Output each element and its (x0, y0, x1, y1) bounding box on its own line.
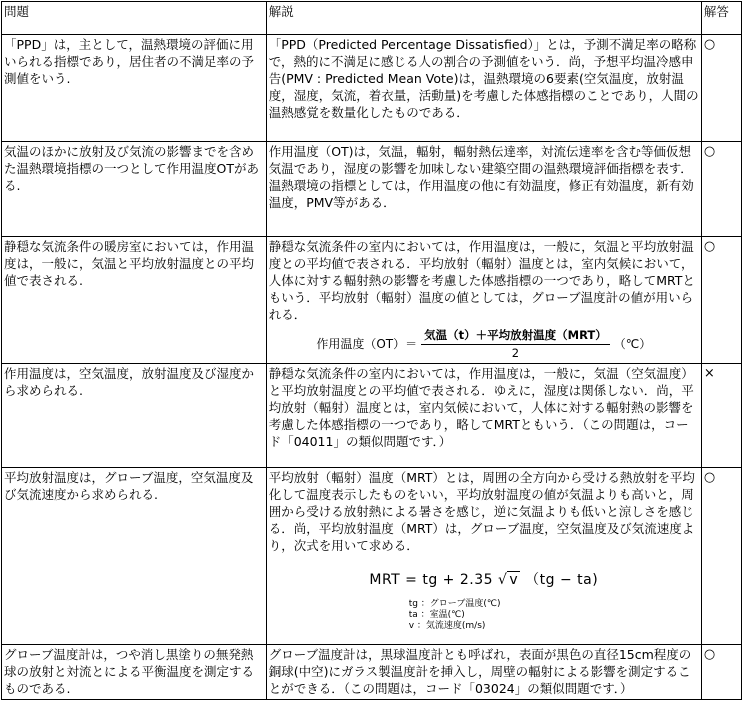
legend-item: v ：気流速度(m/s) (408, 621, 486, 631)
table-row (2, 142, 742, 237)
explanation-cell (266, 237, 701, 364)
question-cell: 作用温度は，空気温度，放射温度及び湿度から求められる. (2, 364, 267, 468)
qa-table (1, 1, 742, 700)
table-row (2, 468, 742, 645)
formula-denominator: 2 (511, 346, 520, 360)
answer-cell: × (701, 364, 741, 468)
explanation-cell: 作用温度（OT)は，気温，輻射，輻射熱伝達率，対流伝達率を含む等価仮想気温であり，湿度の影響を加味しない建築空間の温熱環境評価指標を表す．温熱環境の指標としては，作用温度の他に有効温度，修正有効温度，新有効温度，PMV等がある． (266, 142, 701, 237)
explanation-text: 静穏な気流条件の室内においては，作用温度は，一般に，気温と平均放射温度との平均値で表される．平均放射（輻射）温度とは，室内気候において，人体に対する輻射熱の影響を考慮した体感指標の一つであり，略してMRTともいう．平均放射（輻射）温度の値としては，グローブ温度計の値が用いられる． (268, 239, 695, 322)
explanation-cell: 静穏な気流条件の室内においては，作用温度は，一般に，気温（空気温度）と平均放射温度との平均値で表される．ゆえに，湿度は関係しない．尚，平均放射（輻射）温度とは，室内気候において，人体に対する輻射熱の影響を考慮した体感指標の一つであり，略してMRTともいう．（この問題は，コード「04011」の類似問題です．） (266, 364, 701, 468)
legend-item: ta ：室温(℃) (408, 610, 465, 620)
formula-part-b: （tg − ta) (525, 572, 599, 588)
sqrt-icon: √ (497, 572, 508, 588)
header-question: 問題 (2, 2, 267, 35)
table-row (2, 237, 742, 364)
legend-item: tg ：グローブ温度(℃) (408, 599, 501, 609)
question-cell: 「PPD」は，主として，温熱環境の評価に用いられる指標であり，居住者の不満足率の予測値をいう. (2, 35, 267, 142)
explanation-cell: 「PPD（Predicted Percentage Dissatisfied）」とは，予測不満足率の略称で，熱的に不満足に感じる人の割合の予測値をいう．尚，予想平均温冷感申告(PMV : Predicted Mean Vote)は，温熱環境の6要素(空気温度，放射温度，湿度，気流，着衣量，活動量)を考慮した体感指標のことであり，人間の温熱感覚を数量化したものである． (266, 35, 701, 142)
formula-fraction (421, 327, 610, 362)
answer-cell: ○ (701, 645, 741, 700)
mrt-formula (269, 572, 699, 589)
formula-unit: （℃） (613, 337, 652, 351)
header-answer: 解答 (701, 2, 741, 35)
question-cell: グローブ温度計は，つや消し黒塗りの無発熱球の放射と対流とによる平衡温度を測定するものである. (2, 645, 267, 700)
table-row (2, 35, 742, 142)
table-row (2, 364, 742, 468)
formula-part-a: MRT = tg + 2.35 (369, 572, 494, 588)
operative-temperature-formula (269, 327, 699, 362)
answer-cell: ○ (701, 468, 741, 645)
explanation-cell: グローブ温度計は，黒球温度計とも呼ばれ，表面が黒色の直径15cm程度の銅球(中空)にガラス製温度計を挿入し，周壁の輻射による影響を測定することができる．（この問題は，コード「03024」の類似問題です．） (266, 645, 701, 700)
explanation-cell (266, 468, 701, 645)
formula-legend (409, 599, 699, 632)
answer-cell: ○ (701, 35, 741, 142)
formula-sqrt-arg: v (509, 572, 519, 588)
table-row (2, 645, 742, 700)
formula-numerator: 気温（t）＋平均放射温度（MRT） (421, 327, 610, 345)
question-cell: 平均放射温度は，グローブ温度，空気温度及び気流速度から求められる. (2, 468, 267, 645)
answer-cell: ○ (701, 237, 741, 364)
question-cell: 気温のほかに放射及び気流の影響までを含めた温熱環境指標の一つとして作用温度OTがある. (2, 142, 267, 237)
header-row (2, 2, 742, 35)
question-cell: 静穏な気流条件の暖房室においては，作用温度は，一般に，気温と平均放射温度との平均値で表される. (2, 237, 267, 364)
header-explanation: 解説 (266, 2, 701, 35)
formula-lhs: 作用温度（OT）＝ (316, 337, 418, 351)
answer-cell: ○ (701, 142, 741, 237)
explanation-text: 平均放射（輻射）温度（MRT）とは，周囲の全方向から受ける熱放射を平均化して温度表示したものをいい，平均放射温度の値が気温よりも高いと，周囲から受ける放射熱による暑さを感じ，逆に気温よりも低いと涼しさを感じる．尚，平均放射温度（MRT）は，グローブ温度，空気温度及び気流速度より，次式を用いて求める． (268, 470, 695, 553)
